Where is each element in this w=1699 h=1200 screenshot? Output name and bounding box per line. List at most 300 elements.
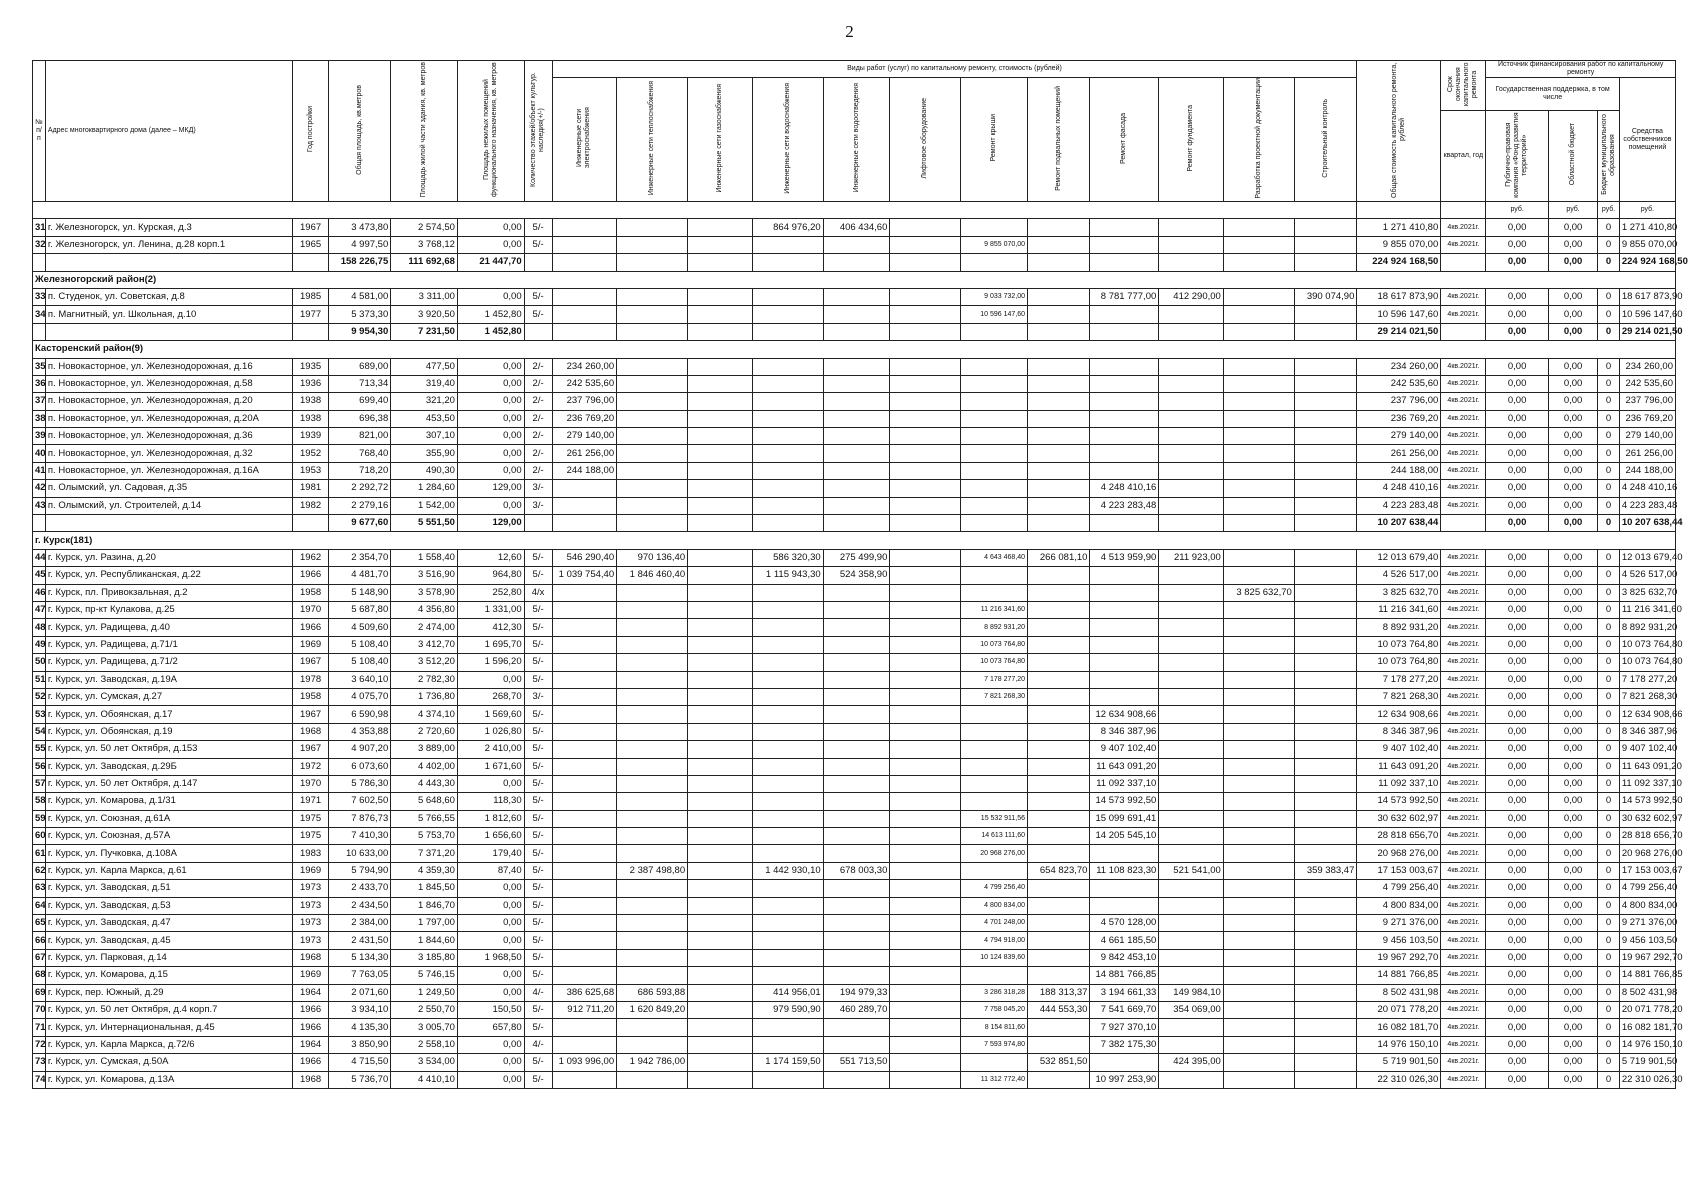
cell-heat [617,828,688,845]
cell-nonliving: 0,00 [457,410,524,427]
cell-total: 4 353,88 [328,723,390,740]
cell-total: 10 633,00 [328,845,390,862]
cell-n: 36 [33,375,46,392]
cell-deadline: 4кв.2021г. [1441,654,1486,671]
cell-fund: 0,00 [1486,515,1548,532]
cell-n: 71 [33,1019,46,1036]
cell-gas [688,671,753,688]
cell-found [1159,445,1224,462]
cell-roof: 4 701 248,00 [961,915,1028,932]
cell-muni: 0 [1598,254,1620,271]
cell-water [752,654,823,671]
cell-gas [688,323,753,340]
cell-cost: 1 271 410,80 [1357,219,1441,236]
cell-nonliving: 150,50 [457,1001,524,1018]
cell-found [1159,654,1224,671]
cell-sewer [823,880,890,897]
cell-electro [552,306,617,323]
header-year: Год постройки [306,106,314,153]
cell-nonliving: 1 331,00 [457,601,524,618]
cell-floors: 5/- [524,967,552,984]
cell-owners: 10 073 764,80 [1619,654,1675,671]
table-row [33,723,1676,740]
cell-fund: 0,00 [1486,236,1548,253]
cell-sewer [823,288,890,305]
cell-floors: 4/- [524,1036,552,1053]
cell-floors: 3/- [524,497,552,514]
cell-water [752,758,823,775]
cell-region: 0,00 [1548,480,1597,497]
cell-floors: 5/- [524,654,552,671]
cell-nonliving: 0,00 [457,358,524,375]
cell-deadline: 4кв.2021г. [1441,462,1486,479]
cell-heat: 1 942 786,00 [617,1054,688,1071]
cell-region: 0,00 [1548,723,1597,740]
cell-roof [961,793,1028,810]
cell-project [1223,915,1294,932]
cell-sewer [823,428,890,445]
cell-fund: 0,00 [1486,915,1548,932]
cell-floors: 5/- [524,306,552,323]
cell-basement [1028,706,1090,723]
table-row [33,688,1676,705]
cell-electro: 912 711,20 [552,1001,617,1018]
cell-owners: 279 140,00 [1619,428,1675,445]
cell-n [33,254,46,271]
cell-total: 689,00 [328,358,390,375]
cell-living: 1 797,00 [391,915,458,932]
cell-sewer [823,671,890,688]
cell-facade [1090,897,1159,914]
cell-nonliving: 0,00 [457,897,524,914]
cell-facade [1090,636,1159,653]
cell-year: 1962 [293,549,329,566]
cell-year: 1953 [293,462,329,479]
cell-project [1223,1054,1294,1071]
cell-lift [890,1001,961,1018]
cell-year: 1970 [293,601,329,618]
cell-deadline: 4кв.2021г. [1441,601,1486,618]
cell-addr: г. Курск, ул. Радищева, д.71/1 [45,636,292,653]
cell-region: 0,00 [1548,410,1597,427]
cell-addr: г. Курск, ул. Заводская, д.19А [45,671,292,688]
cell-control [1294,480,1357,497]
cell-living: 4 443,30 [391,775,458,792]
cell-total: 2 433,70 [328,880,390,897]
cell-project [1223,810,1294,827]
cell-heat [617,288,688,305]
cell-project [1223,845,1294,862]
cell-deadline: 4кв.2021г. [1441,445,1486,462]
cell-electro [552,254,617,271]
cell-project [1223,636,1294,653]
cell-muni: 0 [1598,636,1620,653]
cell-facade: 4 513 959,90 [1090,549,1159,566]
cell-roof: 8 154 811,60 [961,1019,1028,1036]
cell-total: 699,40 [328,393,390,410]
cell-year: 1966 [293,619,329,636]
cell-muni: 0 [1598,393,1620,410]
cell-heat [617,741,688,758]
cell-facade [1090,462,1159,479]
cell-lift [890,654,961,671]
cell-heat [617,619,688,636]
cell-water [752,619,823,636]
cell-heat [617,462,688,479]
cell-cost: 8 502 431,98 [1357,984,1441,1001]
cell-owners: 244 188,00 [1619,462,1675,479]
cell-deadline: 4кв.2021г. [1441,967,1486,984]
cell-cost: 237 796,00 [1357,393,1441,410]
cell-deadline: 4кв.2021г. [1441,688,1486,705]
cell-nonliving: 0,00 [457,932,524,949]
cell-cost: 14 976 150,10 [1357,1036,1441,1053]
cell-deadline [1441,515,1486,532]
cell-year: 1964 [293,1036,329,1053]
cell-total: 4 481,70 [328,567,390,584]
cell-addr: п. Новокасторное, ул. Железнодорожная, д.58 [45,375,292,392]
cell-region: 0,00 [1548,932,1597,949]
cell-found [1159,741,1224,758]
cell-heat: 2 387 498,80 [617,862,688,879]
cell-electro [552,1036,617,1053]
cell-basement [1028,288,1090,305]
cell-owners: 20 071 778,20 [1619,1001,1675,1018]
cell-living: 5 746,15 [391,967,458,984]
cell-deadline: 4кв.2021г. [1441,671,1486,688]
cell-found [1159,810,1224,827]
cell-cost: 4 248 410,16 [1357,480,1441,497]
cell-electro [552,636,617,653]
cell-water [752,601,823,618]
cell-addr: г. Курск, ул. Разина, д.20 [45,549,292,566]
cell-region: 0,00 [1548,967,1597,984]
cell-lift [890,445,961,462]
cell-owners: 7 821 268,30 [1619,688,1675,705]
cell-sewer [823,445,890,462]
cell-muni: 0 [1598,1036,1620,1053]
cell-electro: 279 140,00 [552,428,617,445]
cell-facade [1090,375,1159,392]
cell-facade: 7 382 175,30 [1090,1036,1159,1053]
cell-deadline: 4кв.2021г. [1441,636,1486,653]
cell-total: 2 384,00 [328,915,390,932]
cell-nonliving: 0,00 [457,497,524,514]
cell-lift [890,845,961,862]
table-row [33,1054,1676,1071]
table-row [33,949,1676,966]
cell-region: 0,00 [1548,219,1597,236]
cell-electro [552,915,617,932]
cell-region: 0,00 [1548,601,1597,618]
cell-project [1223,601,1294,618]
cell-electro [552,897,617,914]
cell-basement [1028,219,1090,236]
cell-region: 0,00 [1548,758,1597,775]
cell-lift [890,306,961,323]
cell-basement [1028,323,1090,340]
cell-owners: 29 214 021,50 [1619,323,1675,340]
cell-fund: 0,00 [1486,949,1548,966]
cell-owners: 12 013 679,40 [1619,549,1675,566]
cell-sewer [823,828,890,845]
cell-project [1223,984,1294,1001]
cell-nonliving: 1 452,80 [457,323,524,340]
cell-basement: 532 851,50 [1028,1054,1090,1071]
header-floors: Количество этажей/объект культур. наследия(+/-) [530,72,546,187]
cell-cost: 224 924 168,50 [1357,254,1441,271]
cell-cost: 244 188,00 [1357,462,1441,479]
cell-heat [617,323,688,340]
cell-gas [688,584,753,601]
cell-living: 3 512,20 [391,654,458,671]
cell-control [1294,306,1357,323]
cell-facade [1090,410,1159,427]
cell-electro [552,775,617,792]
cell-owners: 237 796,00 [1619,393,1675,410]
cell-gas [688,775,753,792]
cell-muni: 0 [1598,410,1620,427]
cell-addr: г. Курск, ул. Заводская, д.47 [45,915,292,932]
cell-nonliving: 1 596,20 [457,654,524,671]
cell-floors: 5/- [524,897,552,914]
cell-total: 7 876,73 [328,810,390,827]
cell-heat [617,254,688,271]
cell-addr: г. Курск, ул. Радищева, д.40 [45,619,292,636]
cell-electro [552,236,617,253]
cell-roof: 10 596 147,60 [961,306,1028,323]
cell-n: 38 [33,410,46,427]
subtotal-row [33,254,1676,271]
section-title: г. Курск(181) [33,532,1676,549]
cell-year: 1967 [293,741,329,758]
cell-n: 53 [33,706,46,723]
cell-facade [1090,254,1159,271]
cell-n: 42 [33,480,46,497]
cell-fund: 0,00 [1486,758,1548,775]
cell-sewer [823,410,890,427]
cell-water: 1 115 943,30 [752,567,823,584]
cell-lift [890,1019,961,1036]
cell-cost: 9 271 376,00 [1357,915,1441,932]
cell-sewer [823,741,890,758]
cell-floors: 5/- [524,671,552,688]
cell-cost: 10 073 764,80 [1357,654,1441,671]
cell-region: 0,00 [1548,375,1597,392]
cell-deadline: 4кв.2021г. [1441,428,1486,445]
cell-cost: 5 719 901,50 [1357,1054,1441,1071]
cell-muni: 0 [1598,862,1620,879]
cell-owners: 10 596 147,60 [1619,306,1675,323]
cell-project [1223,219,1294,236]
cell-sewer [823,306,890,323]
cell-muni: 0 [1598,758,1620,775]
cell-nonliving: 0,00 [457,288,524,305]
cell-found: 149 984,10 [1159,984,1224,1001]
cell-cost: 242 535,60 [1357,375,1441,392]
cell-total: 4 907,20 [328,741,390,758]
cell-gas [688,636,753,653]
cell-floors: 5/- [524,1001,552,1018]
cell-year: 1969 [293,862,329,879]
cell-sewer [823,845,890,862]
cell-water [752,254,823,271]
cell-total: 3 640,10 [328,671,390,688]
header-basement: Ремонт подвальных помещений [1054,85,1062,191]
table-row [33,584,1676,601]
cell-total: 5 108,40 [328,654,390,671]
cell-addr: г. Курск, ул. Заводская, д.51 [45,880,292,897]
cell-cost: 11 643 091,20 [1357,758,1441,775]
cell-cost: 30 632 602,97 [1357,810,1441,827]
cell-addr: г. Курск, ул. Радищева, д.71/2 [45,654,292,671]
cell-total: 768,40 [328,445,390,462]
subtotal-row [33,323,1676,340]
cell-nonliving: 0,00 [457,236,524,253]
cell-total: 4 715,50 [328,1054,390,1071]
cell-deadline: 4кв.2021г. [1441,1071,1486,1088]
cell-sewer [823,897,890,914]
cell-living: 3 311,00 [391,288,458,305]
cell-nonliving: 129,00 [457,515,524,532]
cell-water [752,845,823,862]
cell-basement [1028,793,1090,810]
cell-found [1159,828,1224,845]
cell-owners: 28 818 656,70 [1619,828,1675,845]
cell-nonliving: 1 026,80 [457,723,524,740]
cell-total: 4 135,30 [328,1019,390,1036]
header-water: Инженерные сети водоснабжения [783,82,791,194]
cell-owners: 30 632 602,97 [1619,810,1675,827]
cell-roof: 15 532 911,56 [961,810,1028,827]
table-row [33,654,1676,671]
cell-lift [890,567,961,584]
cell-region: 0,00 [1548,584,1597,601]
cell-floors: 4/x [524,584,552,601]
cell-electro [552,932,617,949]
cell-facade: 14 881 766,85 [1090,967,1159,984]
table-row [33,358,1676,375]
cell-total: 9 954,30 [328,323,390,340]
cell-project [1223,706,1294,723]
cell-total: 2 292,72 [328,480,390,497]
cell-heat: 1 846 460,40 [617,567,688,584]
cell-found [1159,428,1224,445]
header-deadline: Срок окончания капитального ремонта [1447,62,1479,106]
cell-addr [45,515,292,532]
cell-owners: 261 256,00 [1619,445,1675,462]
cell-facade: 8 781 777,00 [1090,288,1159,305]
cell-lift [890,358,961,375]
cell-basement [1028,741,1090,758]
cell-water [752,288,823,305]
cell-addr: г. Курск, ул. Заводская, д.45 [45,932,292,949]
cell-living: 2 574,50 [391,219,458,236]
cell-addr: п. Магнитный, ул. Школьная, д.10 [45,306,292,323]
table-row [33,393,1676,410]
cell-found [1159,480,1224,497]
cell-project [1223,862,1294,879]
cell-year: 1968 [293,1071,329,1088]
cell-cost: 9 456 103,50 [1357,932,1441,949]
cell-water [752,1019,823,1036]
cell-owners: 18 617 873,90 [1619,288,1675,305]
cell-year: 1965 [293,236,329,253]
cell-fund: 0,00 [1486,775,1548,792]
cell-basement [1028,306,1090,323]
cell-control [1294,445,1357,462]
header-living-area: Площадь жилой части здания, кв. метров [420,61,428,198]
cell-basement [1028,688,1090,705]
cell-nonliving: 657,80 [457,1019,524,1036]
cell-electro [552,845,617,862]
cell-control [1294,897,1357,914]
cell-basement [1028,723,1090,740]
cell-muni: 0 [1598,1071,1620,1088]
cell-roof: 20 968 276,00 [961,845,1028,862]
cell-roof [961,723,1028,740]
cell-lift [890,601,961,618]
cell-n: 56 [33,758,46,775]
cell-floors: 5/- [524,549,552,566]
header-address: Адрес многоквартирного дома (далее – МКД) [45,61,292,202]
cell-muni: 0 [1598,323,1620,340]
cell-sewer [823,775,890,792]
cell-electro [552,671,617,688]
cell-project [1223,688,1294,705]
cell-nonliving: 0,00 [457,984,524,1001]
cell-heat [617,601,688,618]
cell-sewer [823,758,890,775]
cell-living: 1 542,00 [391,497,458,514]
cell-fund: 0,00 [1486,410,1548,427]
cell-roof [961,967,1028,984]
cell-owners: 11 643 091,20 [1619,758,1675,775]
cell-gas [688,915,753,932]
cell-electro [552,688,617,705]
cell-project [1223,323,1294,340]
cell-project [1223,288,1294,305]
cell-sewer [823,706,890,723]
cell-living: 7 231,50 [391,323,458,340]
cell-facade [1090,445,1159,462]
cell-nonliving: 1 452,80 [457,306,524,323]
cell-electro: 244 188,00 [552,462,617,479]
cell-owners: 10 207 638,44 [1619,515,1675,532]
cell-facade [1090,393,1159,410]
cell-electro [552,741,617,758]
cell-basement [1028,810,1090,827]
cell-n: 57 [33,775,46,792]
cell-nonliving: 0,00 [457,1071,524,1088]
cell-sewer: 524 358,90 [823,567,890,584]
cell-addr: п. Студенок, ул. Советская, д.8 [45,288,292,305]
cell-total: 2 431,50 [328,932,390,949]
cell-sewer [823,480,890,497]
cell-found [1159,584,1224,601]
cell-region: 0,00 [1548,984,1597,1001]
cell-fund: 0,00 [1486,671,1548,688]
cell-sewer [823,601,890,618]
cell-addr: г. Курск, ул. Парковая, д.14 [45,949,292,966]
cell-control [1294,428,1357,445]
cell-region: 0,00 [1548,393,1597,410]
cell-water [752,358,823,375]
cell-region: 0,00 [1548,323,1597,340]
cell-fund: 0,00 [1486,862,1548,879]
cell-year: 1969 [293,967,329,984]
cell-muni: 0 [1598,1001,1620,1018]
